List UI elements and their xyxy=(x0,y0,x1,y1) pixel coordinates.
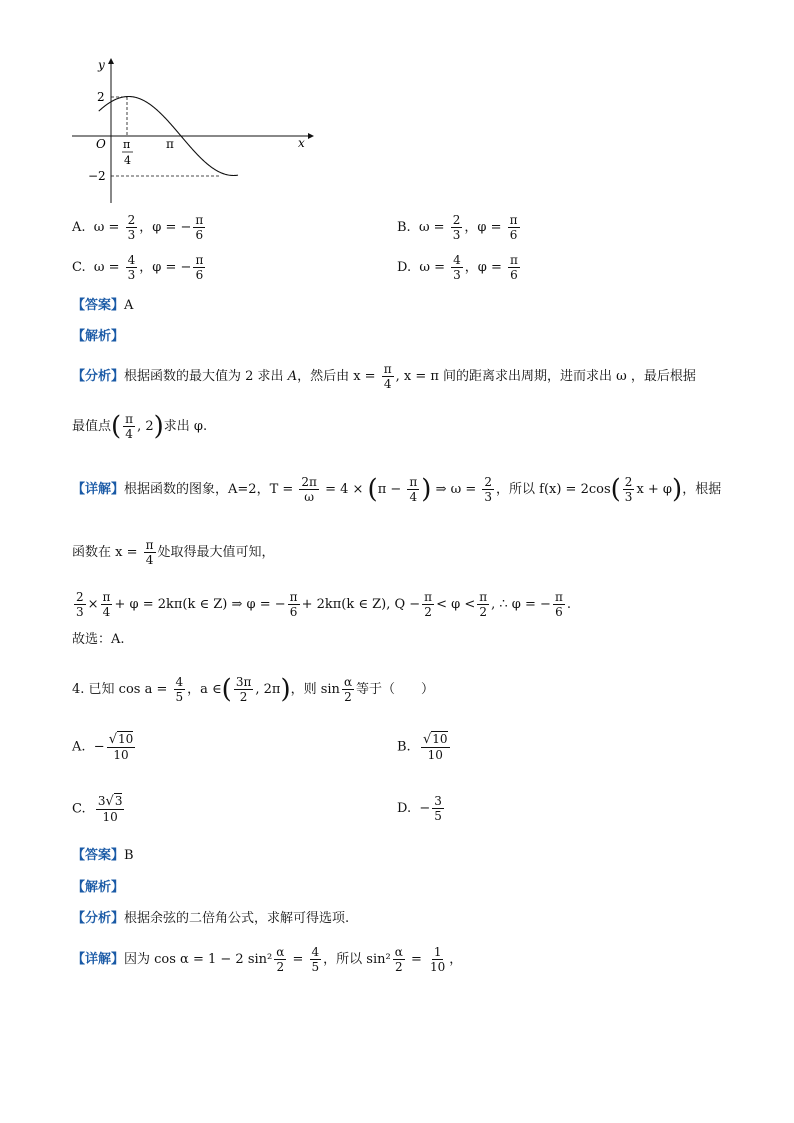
phi-eq: ，φ = xyxy=(464,220,506,235)
analysis-tag: 【解析】 xyxy=(72,880,125,895)
text: 求出 φ. xyxy=(163,419,208,434)
x-axis-label: x xyxy=(298,136,305,150)
x-axis-arrow xyxy=(308,133,314,139)
phi-eq: ，φ = − xyxy=(139,220,192,235)
text: . xyxy=(566,597,571,612)
text: + φ = 2kπ(k ∈ Z) ⇒ φ = − xyxy=(114,597,286,612)
text: A xyxy=(287,369,298,384)
fraction: $\frac{2}{3}$ xyxy=(127,213,136,242)
fraction: $\frac{\pi}{6}$ xyxy=(195,253,204,282)
text: < φ < xyxy=(436,597,476,612)
q4-answer xyxy=(72,846,134,866)
omega-eq: ω = xyxy=(93,260,124,275)
omega-eq: ω = xyxy=(419,260,450,275)
q3-choose xyxy=(72,630,125,650)
text: ，然后由 x = xyxy=(297,369,380,384)
xiangjie-tag: 【详解】 xyxy=(72,482,125,497)
text: , 2π xyxy=(255,682,281,697)
q3-fenxi-line2: 最值点( $\frac{\pi}{4}$ , 2)求出 φ. xyxy=(72,411,208,442)
y-tick-minus-2: −2 xyxy=(88,169,106,183)
q4-option-c[interactable] xyxy=(72,794,126,824)
q3-xiangjie-line2 xyxy=(72,538,275,567)
fraction: $\frac{\pi}{4}$ xyxy=(102,590,111,619)
option-label: A. xyxy=(72,739,86,755)
text: 因为 cos α = 1 − 2 sin² xyxy=(124,952,273,967)
fraction: $\frac{\pi}{4}$ xyxy=(383,362,392,391)
q4-option-b[interactable] xyxy=(397,732,452,762)
text: 根据函数的图象，A=2，T = xyxy=(124,482,298,497)
cosine-graph xyxy=(60,55,320,210)
fraction: $\frac{\pi}{4}$ xyxy=(409,475,418,504)
option-label: B. xyxy=(397,739,411,755)
option-label: D. xyxy=(397,260,412,275)
fraction: $\frac{\pi}{6}$ xyxy=(195,213,204,242)
text: , 2 xyxy=(137,419,154,434)
text: ，a ∈ xyxy=(187,682,222,697)
fraction: $\frac{2}{3}$ xyxy=(484,475,492,504)
x-tick-pi: π xyxy=(166,137,174,151)
times-sign: × xyxy=(87,597,99,612)
fraction: $\frac{2\pi}{\omega}$ xyxy=(301,475,317,504)
q3-equation-line xyxy=(72,590,571,619)
y-axis-arrow xyxy=(108,58,114,64)
q3-xiangjie-line1: 【详解】根据函数的图象，A=2，T = $\frac{2\pi}{\omega}$ = 4 × (π − $\frac{\pi}{4}$ ) ⇒ ω = $\frac{2}{3}$ ，所以 f(x) = 2cos( $\frac{2}{3}$ x + φ)，根据 xyxy=(72,474,722,505)
fraction: $\frac{\pi}{2}$ xyxy=(479,590,488,619)
omega-eq: ω = xyxy=(418,220,449,235)
fraction: $\frac{√10}{10}$ xyxy=(422,732,448,762)
minus-sign: − xyxy=(93,739,105,755)
option-label: B. xyxy=(397,220,411,235)
text: 处取得最大值可知， xyxy=(157,545,275,560)
fraction: $\frac{2}{3}$ xyxy=(452,213,461,242)
q4-analysis-tag xyxy=(72,878,124,898)
text: 函数在 x = xyxy=(72,545,142,560)
text: ⇒ ω = xyxy=(431,482,481,497)
text: π − xyxy=(377,482,406,497)
q4-fenxi xyxy=(72,909,349,929)
text: , x = π 间的距离求出周期，进而求出 ω ，最后根据 xyxy=(395,369,696,384)
q3-option-b[interactable] xyxy=(397,213,522,242)
x-tick-pi-over-4-den: 4 xyxy=(124,154,131,167)
fraction: $\frac{\pi}{6}$ xyxy=(554,590,563,619)
option-label: D. xyxy=(397,801,412,816)
q3-option-a[interactable] xyxy=(72,213,207,242)
fraction: $\frac{4}{5}$ xyxy=(311,945,320,974)
text: ， xyxy=(449,952,463,967)
fraction: $\frac{\pi}{2}$ xyxy=(424,590,433,619)
analysis-tag: 【解析】 xyxy=(72,329,125,344)
fraction: $\frac{3\pi}{2}$ xyxy=(235,675,252,704)
text: 等于（ ） xyxy=(356,682,435,697)
fraction: $\frac{3}{5}$ xyxy=(434,794,442,823)
q3-option-d[interactable] xyxy=(397,253,522,282)
fraction: $\frac{2}{3}$ xyxy=(76,590,84,619)
option-label: A. xyxy=(72,220,86,235)
minus-sign: − xyxy=(419,801,431,816)
text: 根据函数的最大值为 2 求出 xyxy=(124,369,288,384)
q3-option-c[interactable] xyxy=(72,253,207,282)
fraction: $\frac{\pi}{6}$ xyxy=(289,590,298,619)
fraction: $\frac{\alpha}{2}$ xyxy=(343,675,353,704)
y-tick-2: 2 xyxy=(97,90,105,104)
x-tick-pi-over-4-num: π xyxy=(123,138,131,151)
text: ，根据 xyxy=(682,482,722,497)
text: x + φ xyxy=(636,482,673,497)
q3-answer xyxy=(72,296,133,316)
y-axis-label: y xyxy=(98,58,105,72)
answer-tag: 【答案】 xyxy=(72,298,125,313)
text: , ∴ φ = − xyxy=(491,597,551,612)
answer-value: A xyxy=(124,298,134,313)
fraction: $\frac{\pi}{6}$ xyxy=(509,213,518,242)
q4-stem: 4. 已知 cos a = $\frac{4}{5}$ ，a ∈( $\frac{3\pi}{2}$ , 2π)，则 sin $\frac{\alpha}{2}$ 等于（ ） xyxy=(72,674,435,705)
q3-fenxi-line1 xyxy=(72,362,696,391)
q4-xiangjie xyxy=(72,945,462,974)
fraction: $\frac{\alpha}{2}$ xyxy=(394,945,403,974)
fraction: $\frac{\alpha}{2}$ xyxy=(276,945,285,974)
fraction: $\frac{\pi}{4}$ xyxy=(125,412,134,441)
q4-option-d[interactable] xyxy=(397,794,446,823)
option-label: C. xyxy=(72,260,86,275)
fraction: $\frac{1}{10}$ xyxy=(430,945,446,974)
text: = 4 × xyxy=(320,482,368,497)
q4-option-a[interactable] xyxy=(72,732,137,762)
fraction: $\frac{√10}{10}$ xyxy=(108,732,134,762)
q3-analysis-tag xyxy=(72,327,124,347)
fraction: $\frac{4}{5}$ xyxy=(175,675,184,704)
answer-tag: 【答案】 xyxy=(72,848,125,863)
option-label: C. xyxy=(72,801,86,817)
origin-label: O xyxy=(96,137,106,151)
text: 4. 已知 cos a = xyxy=(72,682,172,697)
text: + 2kπ(k ∈ Z), Q − xyxy=(301,597,421,612)
text: ，所以 sin² xyxy=(323,952,391,967)
omega-eq: ω = xyxy=(93,220,124,235)
text: = xyxy=(288,952,308,967)
fraction: $\frac{\pi}{4}$ xyxy=(145,538,154,567)
text: ，则 sin xyxy=(290,682,340,697)
fraction: $\frac{3√3}{10}$ xyxy=(97,794,123,824)
text: 最值点 xyxy=(72,419,112,434)
answer-value: B xyxy=(124,848,134,863)
fenxi-tag: 【分析】 xyxy=(72,911,125,926)
xiangjie-tag: 【详解】 xyxy=(72,952,125,967)
text: ，所以 f(x) = 2cos xyxy=(496,482,611,497)
text: 故选：A. xyxy=(72,632,125,647)
text: = xyxy=(406,952,426,967)
fenxi-tag: 【分析】 xyxy=(72,369,125,384)
fraction: $\frac{\pi}{6}$ xyxy=(510,253,518,282)
fraction: $\frac{4}{3}$ xyxy=(127,253,136,282)
text: 根据余弦的二倍角公式，求解可得选项. xyxy=(124,911,350,926)
phi-eq: ，φ = xyxy=(464,260,507,275)
fraction: $\frac{4}{3}$ xyxy=(453,253,461,282)
fraction: $\frac{2}{3}$ xyxy=(624,475,633,504)
phi-eq: ，φ = − xyxy=(139,260,192,275)
